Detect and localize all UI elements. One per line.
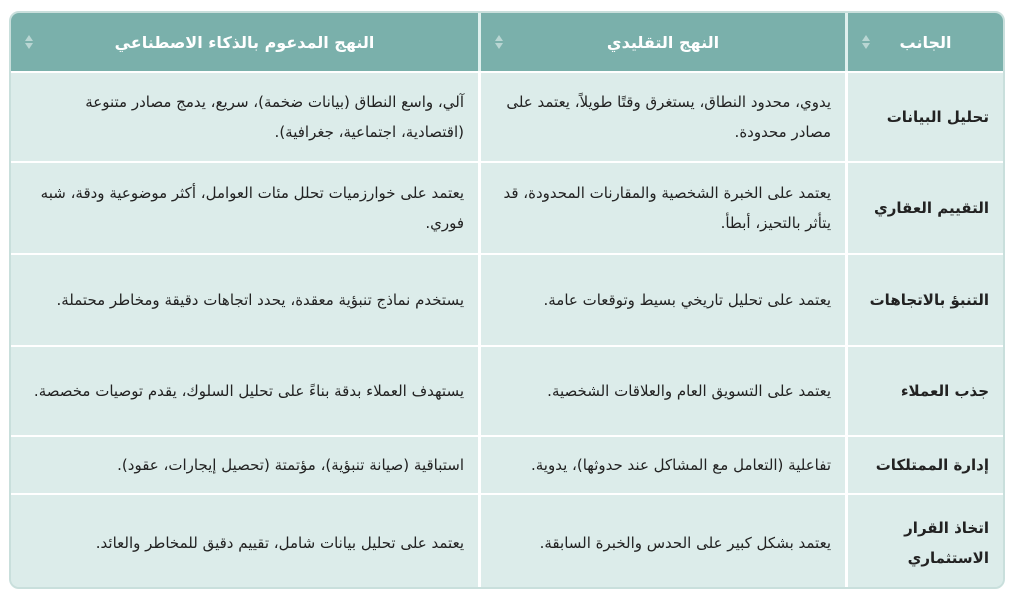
aspect-cell: تحليل البيانات bbox=[845, 73, 1003, 161]
traditional-cell: يدوي، محدود النطاق، يستغرق وقتًا طويلاً، يعتمد على مصادر محدودة. bbox=[478, 73, 845, 161]
ai-cell: آلي، واسع النطاق (بيانات ضخمة)، سريع، يدمج مصادر متنوعة (اقتصادية، اجتماعية، جغرافية). bbox=[11, 73, 478, 161]
header-ai-label: النهج المدعوم بالذكاء الاصطناعي bbox=[114, 32, 375, 52]
table-row bbox=[11, 253, 1003, 345]
header-traditional[interactable] bbox=[478, 13, 845, 71]
table-row bbox=[11, 493, 1003, 589]
table-row bbox=[11, 345, 1003, 435]
ai-cell: يستخدم نماذج تنبؤية معقدة، يحدد اتجاهات دقيقة ومخاطر محتملة. bbox=[11, 255, 478, 345]
traditional-cell: يعتمد على الخبرة الشخصية والمقارنات المحدودة، قد يتأثر بالتحيز، أبطأ. bbox=[478, 163, 845, 253]
header-ai[interactable] bbox=[11, 13, 478, 71]
aspect-cell: التقييم العقاري bbox=[845, 163, 1003, 253]
header-traditional-label: النهج التقليدي bbox=[606, 32, 720, 52]
ai-cell: يعتمد على تحليل بيانات شامل، تقييم دقيق للمخاطر والعائد. bbox=[11, 495, 478, 589]
aspect-cell: إدارة الممتلكات bbox=[845, 437, 1003, 493]
aspect-cell: التنبؤ بالاتجاهات bbox=[845, 255, 1003, 345]
traditional-cell: يعتمد على التسويق العام والعلاقات الشخصية. bbox=[478, 347, 845, 435]
traditional-cell: يعتمد بشكل كبير على الحدس والخبرة السابقة. bbox=[478, 495, 845, 589]
sort-icon[interactable] bbox=[25, 34, 33, 50]
table-header bbox=[11, 13, 1003, 71]
table-row bbox=[11, 435, 1003, 493]
traditional-cell: تفاعلية (التعامل مع المشاكل عند حدوثها)، يدوية. bbox=[478, 437, 845, 493]
comparison-table bbox=[9, 11, 1005, 589]
ai-cell: استباقية (صيانة تنبؤية)، مؤتمتة (تحصيل إيجارات، عقود). bbox=[11, 437, 478, 493]
ai-cell: يعتمد على خوارزميات تحلل مئات العوامل، أكثر موضوعية ودقة، شبه فوري. bbox=[11, 163, 478, 253]
table-row bbox=[11, 71, 1003, 161]
traditional-cell: يعتمد على تحليل تاريخي بسيط وتوقعات عامة. bbox=[478, 255, 845, 345]
ai-cell: يستهدف العملاء بدقة بناءً على تحليل السلوك، يقدم توصيات مخصصة. bbox=[11, 347, 478, 435]
aspect-cell: جذب العملاء bbox=[845, 347, 1003, 435]
header-aspect[interactable] bbox=[845, 13, 1003, 71]
sort-icon[interactable] bbox=[862, 34, 870, 50]
table-row bbox=[11, 161, 1003, 253]
header-aspect-label: الجانب bbox=[899, 32, 952, 52]
sort-icon[interactable] bbox=[495, 34, 503, 50]
aspect-cell: اتخاذ القرار الاستثماري bbox=[845, 495, 1003, 589]
